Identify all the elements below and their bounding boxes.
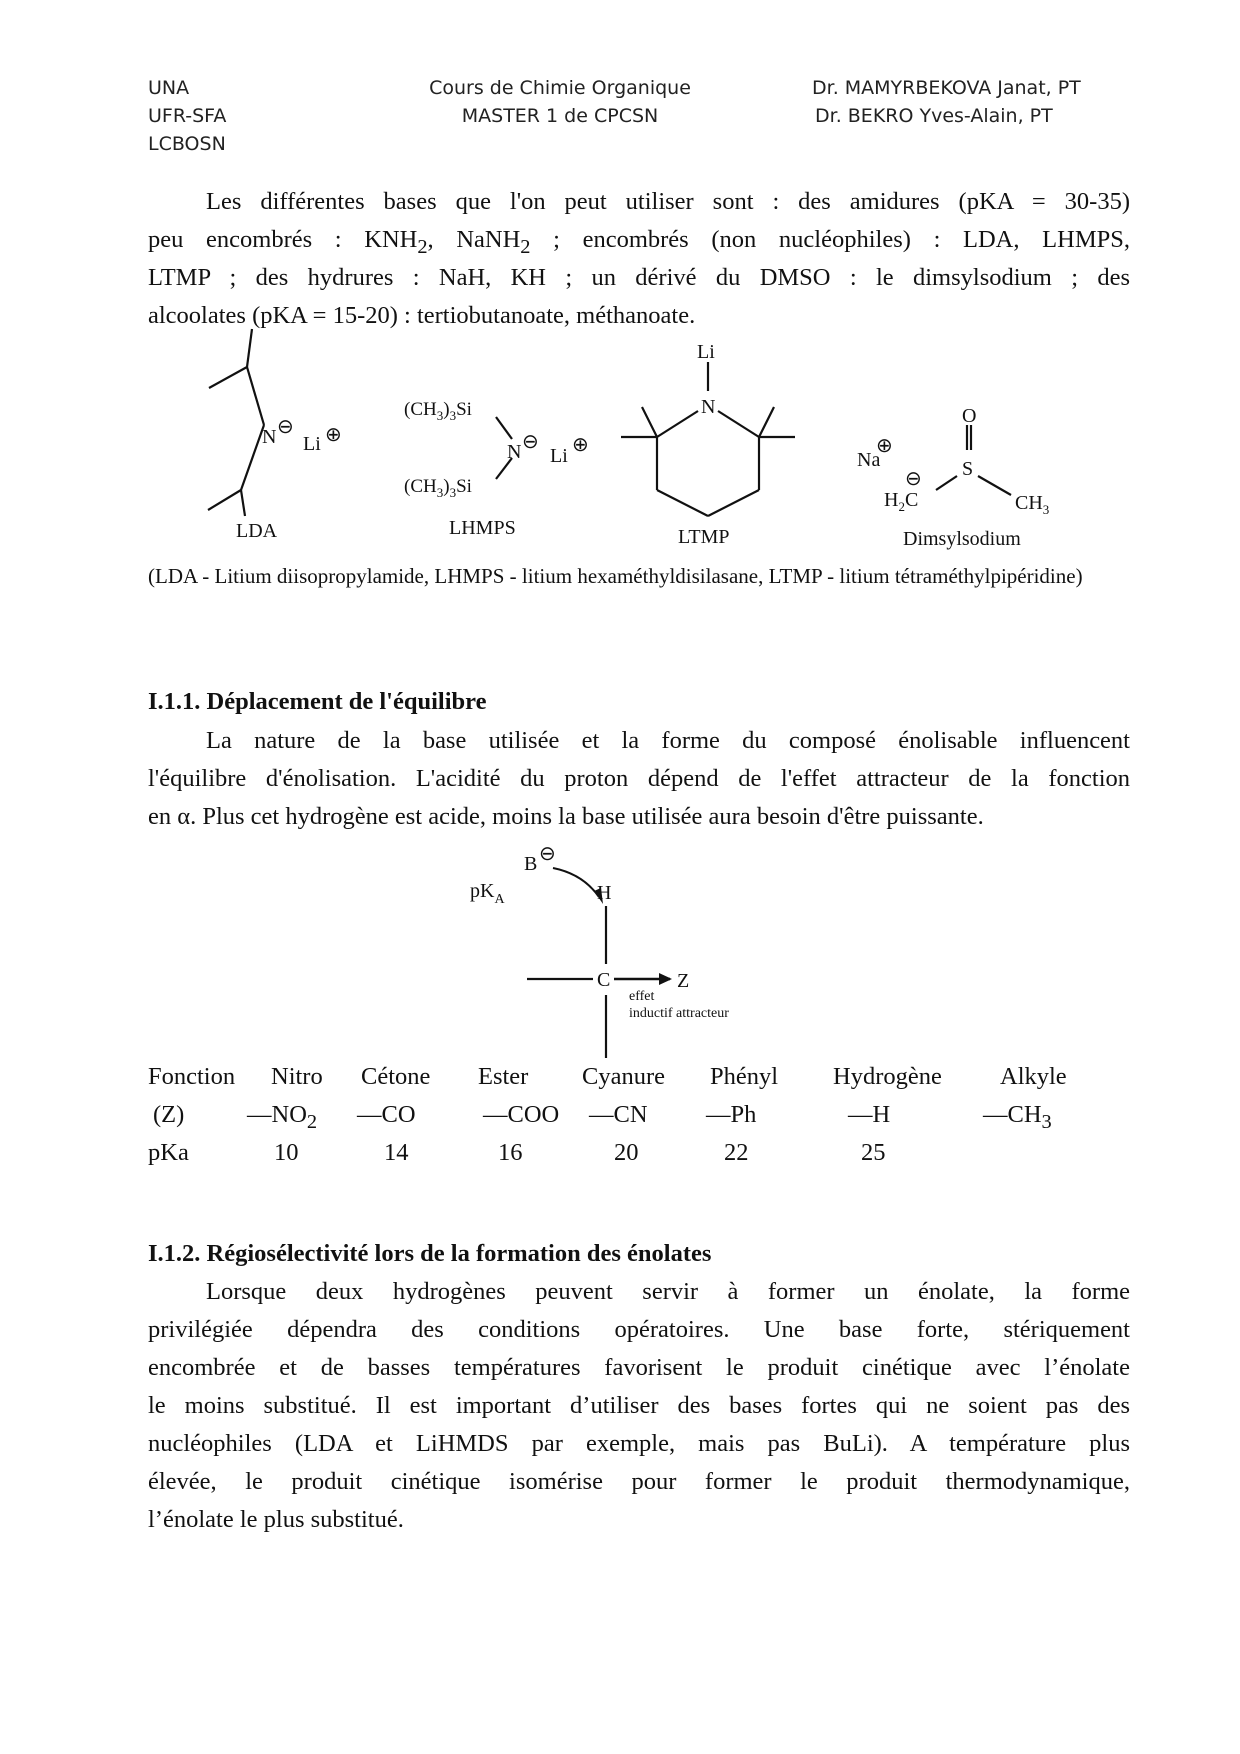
dimsyl-oxygen: O	[962, 405, 977, 427]
subscript: 2	[306, 1110, 318, 1133]
dimsyl-sulfur: S	[962, 458, 974, 480]
intro-line-4: alcoolates (pKA = 15-20) : tertiobutanoate, méthanoate.	[148, 302, 696, 329]
header-center-line: Cours de Chimie Organique	[429, 77, 691, 99]
table-cell: Cétone	[361, 1063, 431, 1090]
section2-line: élevée, le produit cinétique isomérise pour former le produit thermodynamique,	[148, 1468, 1130, 1495]
lhmps-minus-charge: ⊖	[522, 431, 539, 453]
table-cell: Fonction	[148, 1063, 236, 1090]
table-cell: 10	[274, 1139, 299, 1166]
table-cell-text: —CH	[983, 1101, 1042, 1128]
table-cell: —COO	[483, 1101, 560, 1128]
section-heading: I.1.2. Régiosélectivité lors de la formation des énolates	[148, 1240, 712, 1267]
header-left-line: LCBOSN	[148, 133, 226, 155]
effet-label: effet	[629, 989, 655, 1004]
section1-line-1: La nature de la base utilisée et la forme du composé énolisable influencent	[206, 727, 1130, 754]
table-cell: 16	[498, 1139, 523, 1166]
table-cell: pKa	[148, 1139, 189, 1166]
c-text: C	[904, 489, 919, 511]
section2-line: l’énolate le plus substitué.	[148, 1506, 404, 1533]
inductive-arrow-head	[659, 973, 672, 985]
subscript: 2	[898, 499, 905, 514]
curved-arrow	[553, 868, 599, 897]
proton-h: H	[597, 882, 612, 904]
table-cell: Ester	[478, 1063, 529, 1090]
table-cell: Hydrogène	[833, 1063, 942, 1090]
lhmps-nitrogen: N	[507, 441, 522, 463]
pk-text: pK	[470, 880, 495, 902]
table-cell: Alkyle	[1000, 1063, 1067, 1090]
lda-label: LDA	[236, 520, 278, 542]
structures-caption: (LDA - Litium diisopropylamide, LHMPS - litium hexaméthyldisilasane, LTMP - litium tétraméthylpipéridine)	[148, 564, 1083, 588]
intro-text: , NaNH	[427, 226, 521, 253]
subscript: 2	[520, 235, 531, 258]
table-cell: (Z)	[153, 1101, 185, 1128]
table-cell	[247, 1101, 317, 1134]
intro-line-3: LTMP ; des hydrures : NaH, KH ; un dérivé du DMSO : le dimsylsodium ; des	[148, 264, 1130, 291]
group-z: Z	[677, 970, 690, 992]
pka-label	[470, 880, 505, 907]
ch-text: CH	[1015, 492, 1043, 514]
ltmp-nitrogen: N	[701, 396, 716, 418]
section2-line: encombrée et de basses températures favorisent le produit cinétique avec l’énolate	[148, 1354, 1130, 1381]
table-cell	[983, 1101, 1052, 1134]
header-center-line: MASTER 1 de CPCSN	[461, 105, 659, 127]
subscript: A	[494, 892, 505, 907]
subscript: 3	[436, 408, 444, 423]
dimsyl-minus-charge: ⊖	[905, 468, 922, 490]
table-cell: —H	[848, 1101, 891, 1128]
dimsyl-label: Dimsylsodium	[903, 528, 1021, 550]
subscript: 3	[436, 485, 444, 500]
intro-line-1: Les différentes bases que l'on peut utiliser sont : des amidures (pKA = 30-35)	[206, 188, 1130, 215]
lhmps-si-text: Si	[456, 399, 472, 420]
lda-plus-charge: ⊕	[325, 424, 342, 446]
subscript: 2	[417, 235, 428, 258]
table-cell: 20	[614, 1139, 639, 1166]
lda-lithium: Li	[303, 433, 321, 455]
section2-line: le moins substitué. Il est important d’utiliser des bases fortes qui ne soient pas des	[148, 1392, 1130, 1419]
ltmp-lithium: Li	[697, 341, 715, 363]
header-left-line: UNA	[148, 77, 190, 99]
subscript: 3	[1041, 1110, 1052, 1133]
table-cell: 25	[861, 1139, 886, 1166]
lda-minus-charge: ⊖	[277, 416, 294, 438]
lda-nitrogen: N	[262, 426, 277, 448]
table-cell: —CN	[589, 1101, 648, 1128]
h-text: H	[884, 489, 899, 511]
section2-line: nucléophiles (LDA et LiHMDS par exemple, mais pas BuLi). A température plus	[148, 1430, 1130, 1457]
lhmps-plus-charge: ⊕	[572, 434, 589, 456]
dimsyl-sodium: Na	[857, 449, 881, 471]
section-heading: I.1.1. Déplacement de l'équilibre	[148, 688, 487, 715]
table-cell: 14	[384, 1139, 409, 1166]
base-minus-charge: ⊖	[539, 843, 556, 865]
table-cell-text: —NO	[247, 1101, 307, 1128]
inductive-label: inductif attracteur	[629, 1006, 729, 1021]
carbon-c: C	[597, 969, 611, 991]
ltmp-label: LTMP	[678, 526, 730, 548]
table-cell: —Ph	[706, 1101, 757, 1128]
lhmps-ch-text: (CH	[404, 476, 437, 497]
lhmps-silyl-top: $(CH_3)_3Si$	[404, 399, 472, 423]
section1-line-2: l'équilibre d'énolisation. L'acidité du proton dépend de l'effet attracteur de la fonction	[148, 765, 1130, 792]
dimsyl-plus-charge: ⊕	[876, 435, 893, 457]
header-right-line: Dr. MAMYRBEKOVA Janat, PT	[812, 77, 1081, 99]
subscript: 3	[449, 485, 457, 500]
section1-line-3: en α. Plus cet hydrogène est acide, moins la base utilisée aura besoin d'être puissante.	[148, 803, 984, 830]
intro-text: peu encombrés : KNH	[148, 226, 418, 253]
table-cell: —CO	[357, 1101, 416, 1128]
table-cell: Nitro	[271, 1063, 323, 1090]
intro-text: ; encombrés (non nucléophiles) : LDA, LHMPS,	[530, 226, 1130, 253]
section2-line: Lorsque deux hydrogènes peuvent servir à former un énolate, la forme	[206, 1278, 1130, 1305]
lhmps-silyl-bottom: $(CH_3)_3Si$	[404, 476, 472, 500]
table-cell: Cyanure	[582, 1063, 665, 1090]
header-left-line: UFR-SFA	[148, 105, 227, 127]
lhmps-si-text: Si	[456, 476, 472, 497]
base-b: B	[524, 853, 538, 875]
lhmps-label: LHMPS	[449, 517, 516, 539]
table-cell: 22	[724, 1139, 749, 1166]
subscript: 3	[1042, 502, 1050, 517]
section2-line: privilégiée dépendra des conditions opératoires. Une base forte, stériquement	[148, 1316, 1130, 1343]
lhmps-lithium: Li	[550, 445, 568, 467]
lhmps-ch-text: (CH	[404, 399, 437, 420]
table-cell: Phényl	[710, 1063, 779, 1090]
subscript: 3	[449, 408, 457, 423]
header-right-line: Dr. BEKRO Yves-Alain, PT	[815, 105, 1053, 127]
